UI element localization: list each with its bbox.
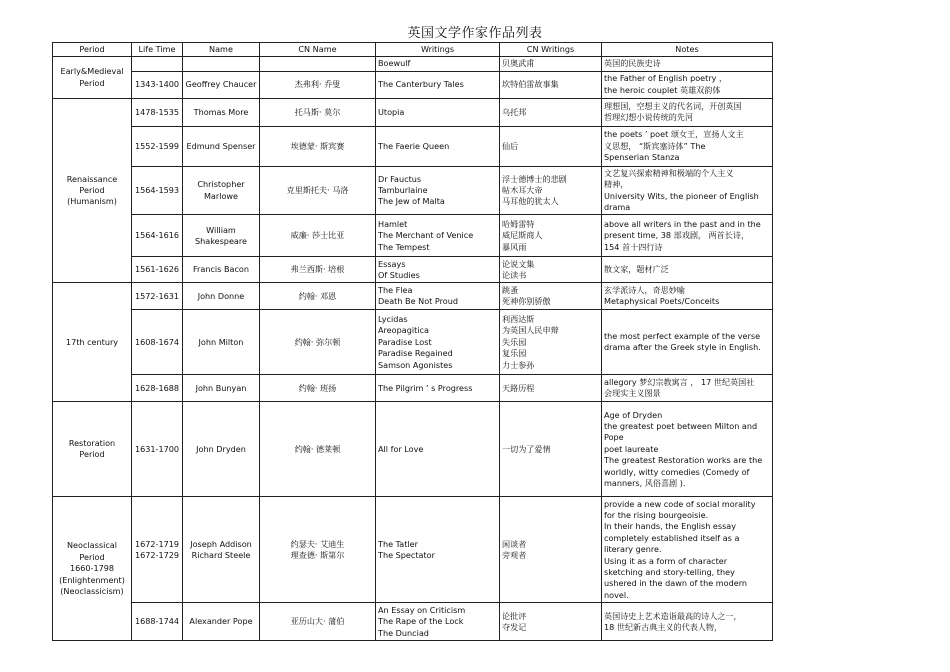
name-line: William bbox=[206, 224, 236, 235]
period-text: Period bbox=[79, 77, 105, 88]
cn-writing-line: 论读书 bbox=[502, 269, 527, 280]
writing-line: Lycidas bbox=[378, 313, 408, 324]
cn-writing-line: 力士参孙 bbox=[502, 359, 535, 370]
life-line: 1672-1729 bbox=[134, 549, 180, 560]
period-cell bbox=[53, 497, 132, 641]
note-line: Pope bbox=[604, 432, 624, 443]
note-line: drama after the Greek style in English. bbox=[604, 342, 761, 353]
cn-name-cell: 弗兰西斯· 培根 bbox=[260, 257, 376, 283]
cn-name-cell: 约翰· 班扬 bbox=[260, 375, 376, 402]
note-line: literary genre. bbox=[604, 544, 662, 555]
note-line: 会现实主义图景 bbox=[604, 388, 661, 399]
life-time-cell: 1343-1400 bbox=[132, 71, 183, 98]
cn-writings-cell bbox=[500, 166, 602, 215]
header-period: Period bbox=[53, 43, 132, 57]
note-line: the Father of English poetry ， bbox=[604, 73, 728, 84]
cn-writing-line: 为英国人民申辩 bbox=[502, 325, 559, 336]
cn-writing-line: 复乐园 bbox=[502, 348, 527, 359]
period-text: Period bbox=[79, 184, 105, 195]
life-time-cell: 1552-1599 bbox=[132, 126, 183, 166]
life-line: 1672-1719 bbox=[134, 538, 180, 549]
note-line: drama bbox=[604, 202, 631, 213]
cn-writing-line: 闲谈者 bbox=[502, 538, 527, 549]
notes-cell bbox=[602, 603, 773, 641]
note-line: University Wits, the pioneer of English bbox=[604, 190, 759, 201]
notes-cell bbox=[602, 71, 773, 98]
writing-line: The Rape of the Lock bbox=[378, 616, 464, 627]
note-line: the greatest poet between Milton and bbox=[604, 420, 758, 431]
table-row bbox=[53, 215, 773, 257]
note-line: Age of Dryden bbox=[604, 409, 663, 420]
period-text: Early&Medieval bbox=[60, 66, 124, 77]
cn-writing-line: 哈姆雷特 bbox=[502, 218, 535, 229]
cn-writings-cell: 乌托邦 bbox=[500, 98, 602, 126]
life-time-cell: 1628-1688 bbox=[132, 375, 183, 402]
writing-line: The Tatler bbox=[378, 538, 418, 549]
note-line: 文艺复兴探索精神和极端的个人主义 bbox=[604, 167, 734, 178]
cn-writing-line: 帖木耳大帝 bbox=[502, 184, 543, 195]
life-time-cell: 1478-1535 bbox=[132, 98, 183, 126]
note-line: 玄学派诗人，奇思妙喻 bbox=[604, 285, 685, 296]
writing-line: Of Studies bbox=[378, 269, 420, 280]
name-cell bbox=[183, 166, 260, 215]
writing-line: The Merchant of Venice bbox=[378, 230, 474, 241]
name-cell bbox=[183, 497, 260, 603]
note-line: ushered in the dawn of the modern bbox=[604, 578, 748, 589]
note-line: poet laureate bbox=[604, 443, 659, 454]
note-line: completely established itself as a bbox=[604, 532, 740, 543]
cn-writing-line: 论说文集 bbox=[502, 258, 535, 269]
cn-name-cell: 约翰· 弥尔顿 bbox=[260, 310, 376, 375]
table-row bbox=[53, 603, 773, 641]
cn-writings-cell bbox=[500, 497, 602, 603]
cn-name-line: 理查德· 斯第尔 bbox=[290, 549, 345, 560]
notes-cell bbox=[602, 375, 773, 402]
writing-line: Dr Fauctus bbox=[378, 173, 422, 184]
period-text: (Enlightenment) bbox=[59, 574, 125, 585]
name-cell: Thomas More bbox=[183, 98, 260, 126]
cn-name-cell bbox=[260, 497, 376, 603]
cn-writings-cell: 一切为了爱情 bbox=[500, 402, 602, 497]
name-cell bbox=[183, 215, 260, 257]
period-cell bbox=[53, 283, 132, 402]
notes-cell: 散文家，题材广泛 bbox=[602, 257, 773, 283]
page-title: 英国文学作家作品列表 bbox=[407, 26, 543, 41]
writing-line: The Spectator bbox=[378, 549, 435, 560]
writing-line: The Jew of Malta bbox=[378, 196, 445, 207]
writings-cell: Utopia bbox=[376, 98, 500, 126]
notes-cell bbox=[602, 402, 773, 497]
cn-name-cell: 杰弗利· 乔叟 bbox=[260, 71, 376, 98]
writing-line: Tamburlaine bbox=[378, 184, 428, 195]
writings-cell bbox=[376, 310, 500, 375]
cn-name-cell: 克里斯托夫· 马洛 bbox=[260, 166, 376, 215]
writing-line: Essays bbox=[378, 258, 406, 269]
cn-writing-line: 跳蚤 bbox=[502, 285, 519, 296]
cn-name-cell: 约翰· 邓恩 bbox=[260, 283, 376, 310]
name-cell: John Milton bbox=[183, 310, 260, 375]
name-cell bbox=[183, 57, 260, 71]
header-cn-writings: CN Writings bbox=[500, 43, 602, 57]
writings-cell: The Canterbury Tales bbox=[376, 71, 500, 98]
life-time-cell: 1631-1700 bbox=[132, 402, 183, 497]
cn-writing-line: 旁观者 bbox=[502, 549, 527, 560]
writings-cell: The Faerie Queen bbox=[376, 126, 500, 166]
life-time-cell bbox=[132, 57, 183, 71]
notes-cell bbox=[602, 310, 773, 375]
writing-line: The Tempest bbox=[378, 241, 430, 252]
table-row bbox=[53, 98, 773, 126]
cn-name-cell: 威廉· 莎士比亚 bbox=[260, 215, 376, 257]
notes-cell bbox=[602, 215, 773, 257]
notes-cell bbox=[602, 98, 773, 126]
writings-cell bbox=[376, 283, 500, 310]
table-row bbox=[53, 497, 773, 603]
life-time-cell: 1561-1626 bbox=[132, 257, 183, 283]
cn-writings-cell: 仙后 bbox=[500, 126, 602, 166]
period-text: Period bbox=[79, 551, 105, 562]
writings-cell: Boewulf bbox=[376, 57, 500, 71]
table-row bbox=[53, 402, 773, 497]
writing-line: Paradise Lost bbox=[378, 336, 432, 347]
life-time-cell: 1564-1616 bbox=[132, 215, 183, 257]
notes-cell bbox=[602, 126, 773, 166]
table-row bbox=[53, 166, 773, 215]
note-line: The greatest Restoration works are the bbox=[604, 455, 763, 466]
name-line: Joseph Addison bbox=[190, 538, 252, 549]
table-row bbox=[53, 57, 773, 71]
cn-writing-line: 失乐园 bbox=[502, 336, 527, 347]
name-line: Shakespeare bbox=[194, 235, 248, 246]
name-cell: Edmund Spenser bbox=[183, 126, 260, 166]
cn-writings-cell bbox=[500, 257, 602, 283]
note-line: worldly, witty comedies (Comedy of bbox=[604, 466, 750, 477]
authors-table bbox=[52, 42, 773, 641]
writing-line: The Flea bbox=[378, 285, 413, 296]
cn-writings-cell: 天路历程 bbox=[500, 375, 602, 402]
note-line: the most perfect example of the verse bbox=[604, 331, 761, 342]
cn-writing-line: 马耳他的犹太人 bbox=[502, 196, 559, 207]
cn-name-cell bbox=[260, 57, 376, 71]
note-line: 18 世纪新古典主义的代表人物， bbox=[604, 621, 723, 632]
life-time-cell bbox=[132, 497, 183, 603]
cn-writings-cell: 坎特伯雷故事集 bbox=[500, 71, 602, 98]
note-line: the poets ’ poet 颂女王，宣扬人文主 bbox=[604, 129, 744, 140]
note-line: 理想国，空想主义的代名词，开创英国 bbox=[604, 100, 742, 111]
writing-line: Paradise Regained bbox=[378, 348, 453, 359]
note-line: 154 首十四行诗 bbox=[604, 241, 663, 252]
note-line: Metaphysical Poets/Conceits bbox=[604, 296, 720, 307]
writings-cell: All for Love bbox=[376, 402, 500, 497]
note-line: Using it as a form of character bbox=[604, 555, 728, 566]
name-cell: John Bunyan bbox=[183, 375, 260, 402]
cn-writing-line: 死神你别骄傲 bbox=[502, 296, 551, 307]
name-line: Richard Steele bbox=[191, 549, 251, 560]
name-cell: Francis Bacon bbox=[183, 257, 260, 283]
note-line: present time, 38 部戏剧， 两首长诗， bbox=[604, 230, 750, 241]
table-body bbox=[53, 57, 773, 641]
note-line: 义思想， “斯宾塞诗体” The bbox=[604, 140, 706, 151]
period-cell bbox=[53, 98, 132, 283]
table-row bbox=[53, 71, 773, 98]
writings-cell bbox=[376, 497, 500, 603]
cn-name-cell: 亚历山大· 蒲伯 bbox=[260, 603, 376, 641]
notes-cell bbox=[602, 283, 773, 310]
name-cell: Alexander Pope bbox=[183, 603, 260, 641]
name-line: Marlowe bbox=[203, 190, 239, 201]
writings-cell bbox=[376, 166, 500, 215]
life-time-cell: 1688-1744 bbox=[132, 603, 183, 641]
notes-cell: 英国的民族史诗 bbox=[602, 57, 773, 71]
writings-cell: The Pilgrim ’ s Progress bbox=[376, 375, 500, 402]
period-text: (Humanism) bbox=[67, 196, 117, 207]
name-line: Christopher bbox=[197, 179, 245, 190]
cn-writings-cell: 贝奥武甫 bbox=[500, 57, 602, 71]
cn-writing-line: 浮士德博士的悲剧 bbox=[502, 173, 567, 184]
life-time-cell: 1564-1593 bbox=[132, 166, 183, 215]
cn-writings-cell bbox=[500, 603, 602, 641]
cn-name-cell: 托马斯· 莫尔 bbox=[260, 98, 376, 126]
writing-line: The Dunciad bbox=[378, 627, 429, 638]
note-line: above all writers in the past and in the bbox=[604, 218, 761, 229]
period-text: Period bbox=[79, 449, 105, 460]
period-text: Restoration bbox=[68, 438, 116, 449]
header-name: Name bbox=[183, 43, 260, 57]
cn-name-cell: 约翰· 德莱顿 bbox=[260, 402, 376, 497]
header-notes: Notes bbox=[602, 43, 773, 57]
notes-cell bbox=[602, 166, 773, 215]
note-line: In their hands, the English essay bbox=[604, 521, 737, 532]
table-row bbox=[53, 375, 773, 402]
note-line: manners, 风俗喜剧 ). bbox=[604, 477, 686, 488]
note-line: the heroic couplet 英雄双韵体 bbox=[604, 84, 721, 95]
writing-line: Hamlet bbox=[378, 218, 408, 229]
header-writings: Writings bbox=[376, 43, 500, 57]
cn-writing-line: 夺发记 bbox=[502, 621, 527, 632]
cn-name-cell: 埃德蒙· 斯宾赛 bbox=[260, 126, 376, 166]
cn-writings-cell bbox=[500, 283, 602, 310]
writing-line: Areopagitica bbox=[378, 325, 429, 336]
note-line: provide a new code of social morality bbox=[604, 498, 756, 509]
name-cell: John Donne bbox=[183, 283, 260, 310]
period-text: (Neoclassicism) bbox=[60, 586, 124, 597]
note-line: novel. bbox=[604, 589, 629, 600]
writing-line: An Essay on Criticism bbox=[378, 604, 466, 615]
life-time-cell: 1608-1674 bbox=[132, 310, 183, 375]
table-row bbox=[53, 310, 773, 375]
note-line: allegory 梦幻宗教寓言 ， 17 世纪英国社 bbox=[604, 377, 755, 388]
note-line: Spenserian Stanza bbox=[604, 152, 680, 163]
table-row bbox=[53, 283, 773, 310]
writings-cell bbox=[376, 215, 500, 257]
name-cell: John Dryden bbox=[183, 402, 260, 497]
period-cell bbox=[53, 402, 132, 497]
cn-writing-line: 利西达斯 bbox=[502, 313, 535, 324]
note-line: 哲理幻想小说传统的先河 bbox=[604, 112, 694, 123]
note-line: 英国诗史上艺术造诣最高的诗人之一， bbox=[604, 610, 742, 621]
table-row bbox=[53, 126, 773, 166]
header-row bbox=[53, 43, 773, 57]
writings-cell bbox=[376, 603, 500, 641]
writing-line: Samson Agonistes bbox=[378, 359, 453, 370]
header-cn-name: CN Name bbox=[260, 43, 376, 57]
period-text: Neoclassical bbox=[67, 540, 117, 551]
period-cell bbox=[53, 57, 132, 98]
period-text: 17th century bbox=[65, 336, 119, 347]
header-life-time: Life Time bbox=[132, 43, 183, 57]
cn-writing-line: 威尼斯商人 bbox=[502, 230, 543, 241]
notes-cell bbox=[602, 497, 773, 603]
period-text: Renaissance bbox=[66, 173, 118, 184]
cn-writings-cell bbox=[500, 215, 602, 257]
note-line: sketching and story-telling, they bbox=[604, 567, 735, 578]
note-line: 精神， bbox=[604, 179, 629, 190]
cn-writing-line: 暴风雨 bbox=[502, 241, 527, 252]
writings-cell bbox=[376, 257, 500, 283]
cn-writings-cell bbox=[500, 310, 602, 375]
period-text: 1660-1798 bbox=[69, 563, 115, 574]
name-cell: Geoffrey Chaucer bbox=[183, 71, 260, 98]
cn-writing-line: 论批评 bbox=[502, 610, 527, 621]
life-time-cell: 1572-1631 bbox=[132, 283, 183, 310]
cn-name-line: 约瑟夫· 艾迪生 bbox=[290, 538, 345, 549]
table-row bbox=[53, 257, 773, 283]
note-line: for the rising bourgeoisie. bbox=[604, 510, 709, 521]
writing-line: Death Be Not Proud bbox=[378, 296, 459, 307]
